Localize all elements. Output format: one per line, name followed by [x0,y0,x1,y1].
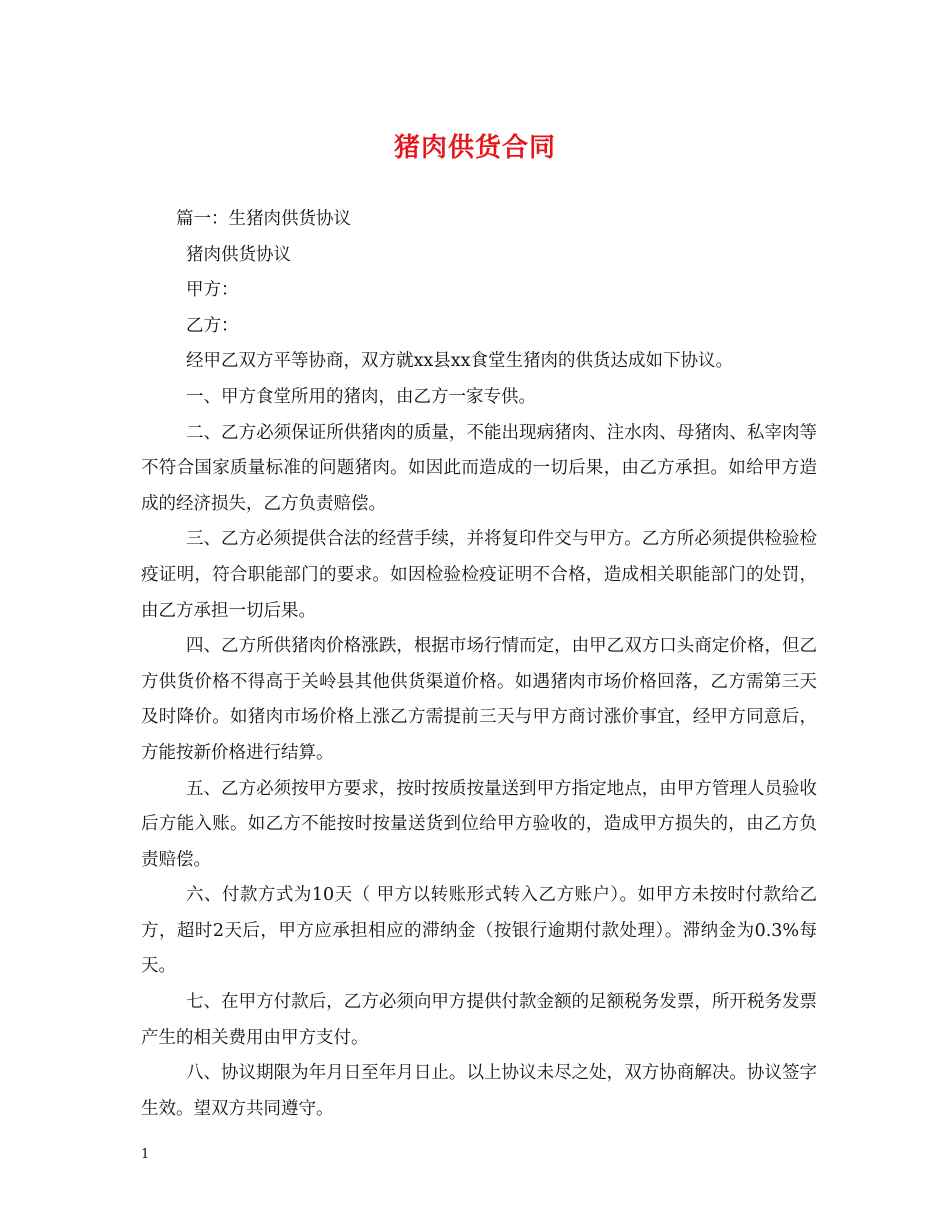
section-heading: 篇一：生猪肉供货协议 [176,209,351,229]
page-number: 1 [141,1147,150,1162]
sub-heading: 猪肉供货协议 [186,244,291,265]
clause-8: 八、协议期限为年月日至年月日止。以上协议未尽之处，双方协商解决。协议签字生效。望双方共同遵守。 [141,1063,817,1119]
party-a-label: 甲方： [186,280,239,301]
party-b-label: 乙方： [186,315,239,336]
clause-2: 二、乙方必须保证所供猪肉的质量，不能出现病猪肉、注水肉、母猪肉、私宰肉等不符合国家质量标准的问题猪肉。如因此而造成的一切后果，由乙方承担。如给甲方造成的经济损失，乙方负责赔偿。 [141,422,817,514]
document-body [141,202,817,1127]
clause-5: 五、乙方必须按甲方要求，按时按质按量送到甲方指定地点，由甲方管理人员验收后方能入账。如乙方不能按时按量送货到位给甲方验收的，造成甲方损失的，由乙方负责赔偿。 [141,778,817,870]
clause-6: 六、付款方式为10天（ 甲方以转账形式转入乙方账户）。如甲方未按时付款给乙方，超时2天后，甲方应承担相应的滞纳金（按银行逾期付款处理）。滞纳金为0.3%每天。 [141,885,817,977]
intro-paragraph: 经甲乙双方平等协商，双方就xx县xx食堂生猪肉的供货达成如下协议。 [186,351,733,372]
clause-1: 一、甲方食堂所用的猪肉，由乙方一家专供。 [186,386,536,407]
clause-7: 七、在甲方付款后，乙方必须向甲方提供付款金额的足额税务发票，所开税务发票产生的相关费用由甲方支付。 [141,992,817,1048]
document-title: 猪肉供货合同 [393,133,556,163]
clause-4: 四、乙方所供猪肉价格涨跌，根据市场行情而定，由甲乙双方口头商定价格，但乙方供货价格不得高于关岭县其他供货渠道价格。如遇猪肉市场价格回落，乙方需第三天及时降价。如猪肉市场价格上涨乙方需提前三天与甲方商讨涨价事宜，经甲方同意后，方能按新价格进行结算。 [141,636,817,763]
clause-3: 三、乙方必须提供合法的经营手续，并将复印件交与甲方。乙方所必须提供检验检疫证明，符合职能部门的要求。如因检验检疫证明不合格，造成相关职能部门的处罚，由乙方承担一切后果。 [141,529,817,621]
